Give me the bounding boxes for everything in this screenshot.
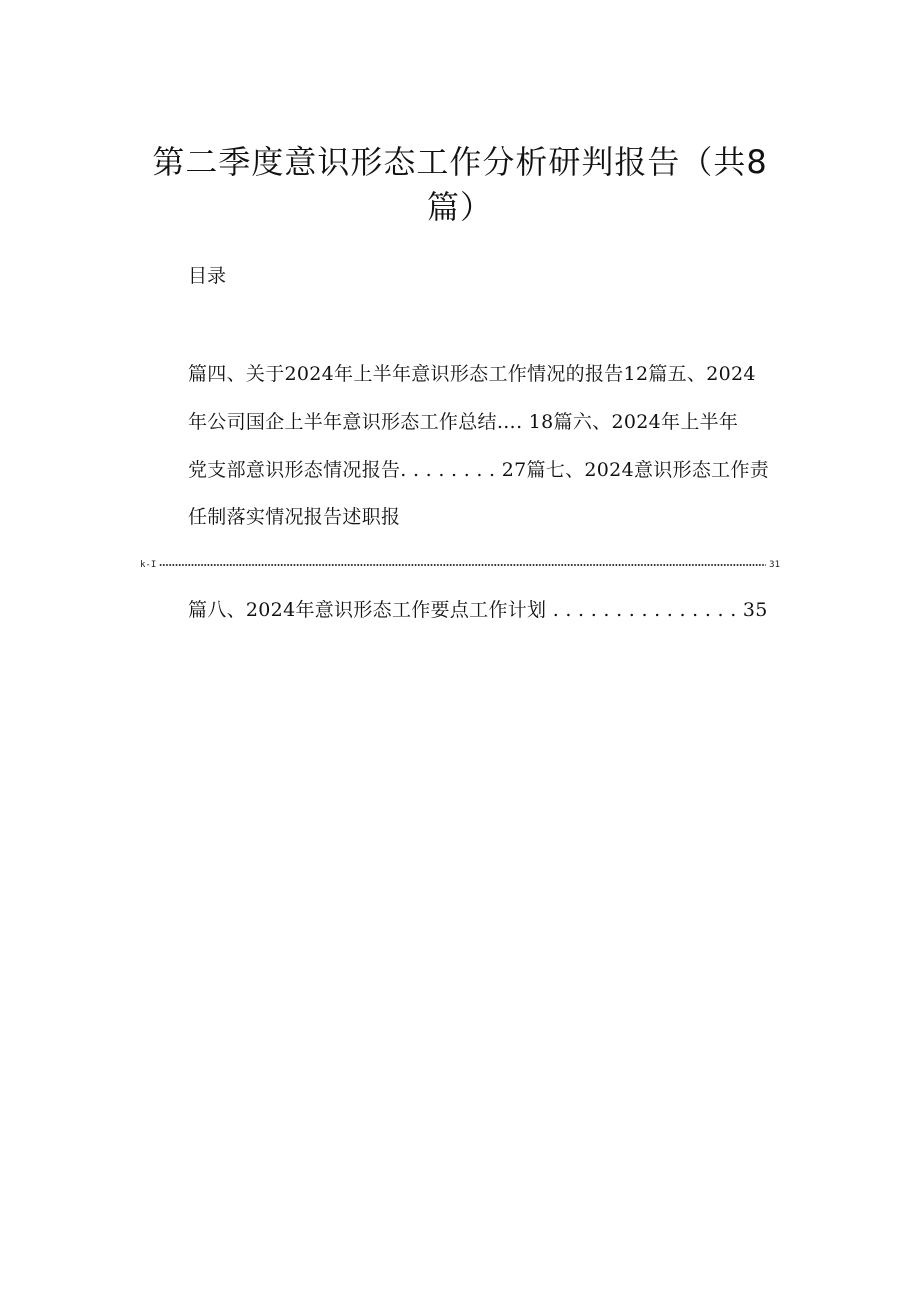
toc-label: 目录 — [188, 265, 227, 287]
toc-line-3: 党支部意识形态情况报告. . . . . . . . 27篇七、2024意识形态工作责 — [188, 459, 770, 481]
document-title-line-2: 篇） — [426, 188, 493, 226]
toc-line-2: 年公司国企上半年意识形态工作总结…. 18篇六、2024年上半年 — [188, 411, 739, 433]
toc-leader-page-number: 31 — [769, 560, 780, 570]
toc-leader-dots — [159, 564, 766, 566]
toc-leader-line — [140, 558, 780, 572]
toc-leader-lead: k-I — [140, 560, 157, 570]
document-title-line-1: 第二季度意识形态工作分析研判报告（共8 — [152, 143, 768, 181]
toc-line-last: 篇八、2024年意识形态工作要点工作计划 . . . . . . . . . . . . . . . 35 — [188, 599, 768, 621]
toc-line-1: 篇四、关于2024年上半年意识形态工作情况的报告12篇五、2024 — [188, 363, 756, 385]
toc-line-4: 任制落实情况报告述职报 — [188, 506, 401, 528]
